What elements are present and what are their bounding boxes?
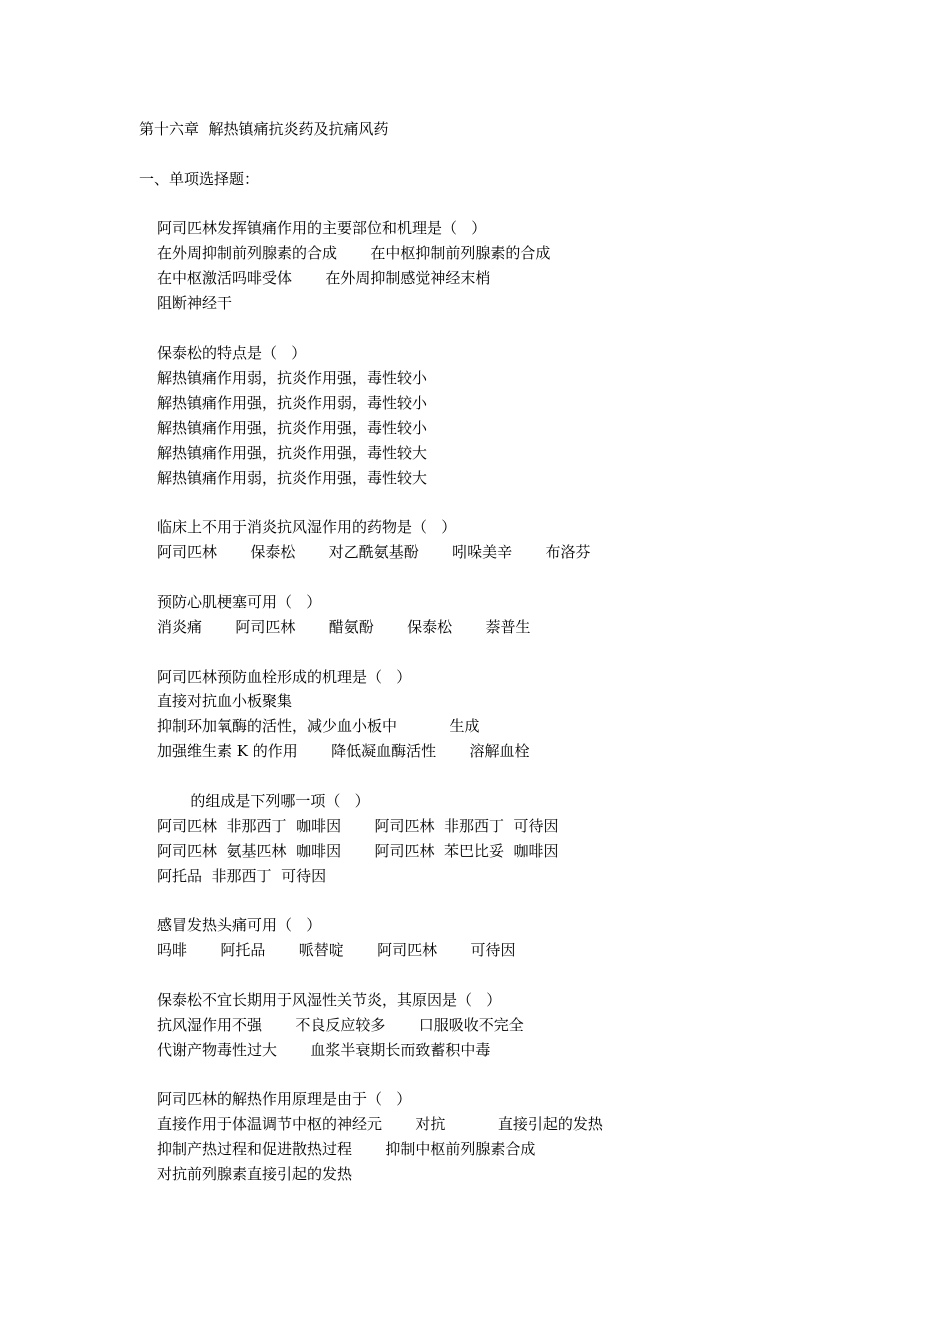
question-stem: 的组成是下列哪一项（ ） bbox=[157, 792, 370, 810]
option-line: 对抗前列腺素直接引起的发热 bbox=[157, 1165, 353, 1183]
option-line: 阿托品 非那西丁 可待因 bbox=[157, 867, 327, 885]
option-line: 在外周抑制前列腺素的合成 在中枢抑制前列腺素的合成 bbox=[157, 244, 551, 262]
option-line: 解热镇痛作用强，抗炎作用强，毒性较小 bbox=[157, 419, 428, 437]
question-stem: 阿司匹林的解热作用原理是由于（ ） bbox=[157, 1090, 412, 1108]
option-line: 直接作用于体温调节中枢的神经元 对抗 直接引起的发热 bbox=[157, 1115, 603, 1133]
option-line: 抗风湿作用不强 不良反应较多 口服吸收不完全 bbox=[157, 1016, 524, 1034]
question-stem: 保泰松不宜长期用于风湿性关节炎，其原因是（ ） bbox=[157, 991, 502, 1009]
option-line: 解热镇痛作用弱，抗炎作用强，毒性较大 bbox=[157, 469, 428, 487]
option-line: 吗啡 阿托品 哌替啶 阿司匹林 可待因 bbox=[157, 941, 516, 959]
option-line: 解热镇痛作用强，抗炎作用强，毒性较大 bbox=[157, 444, 428, 462]
option-line: 解热镇痛作用强，抗炎作用弱，毒性较小 bbox=[157, 394, 428, 412]
question-stem: 临床上不用于消炎抗风湿作用的药物是（ ） bbox=[157, 518, 457, 536]
chapter-title: 第十六章 解热镇痛抗炎药及抗痛风药 bbox=[139, 120, 389, 138]
option-line: 阿司匹林 氨基匹林 咖啡因 阿司匹林 苯巴比妥 咖啡因 bbox=[157, 842, 559, 860]
option-line: 阿司匹林 非那西丁 咖啡因 阿司匹林 非那西丁 可待因 bbox=[157, 817, 559, 835]
option-line: 解热镇痛作用弱，抗炎作用强，毒性较小 bbox=[157, 369, 428, 387]
question-stem: 阿司匹林发挥镇痛作用的主要部位和机理是（ ） bbox=[157, 219, 487, 237]
question-stem: 阿司匹林预防血栓形成的机理是（ ） bbox=[157, 668, 412, 686]
option-line: 消炎痛 阿司匹林 醋氨酚 保泰松 萘普生 bbox=[157, 618, 531, 636]
option-line: 代谢产物毒性过大 血浆半衰期长而致蓄积中毒 bbox=[157, 1041, 491, 1059]
option-line: 阻断神经干 bbox=[157, 294, 233, 312]
option-line: 抑制环加氧酶的活性，减少血小板中 生成 bbox=[157, 717, 480, 735]
option-line: 直接对抗血小板聚集 bbox=[157, 692, 293, 710]
option-line: 加强维生素 K 的作用 降低凝血酶活性 溶解血栓 bbox=[157, 742, 530, 760]
question-stem: 感冒发热头痛可用（ ） bbox=[157, 916, 322, 934]
option-line: 在中枢激活吗啡受体 在外周抑制感觉神经末梢 bbox=[157, 269, 491, 287]
option-line: 阿司匹林 保泰松 对乙酰氨基酚 吲哚美辛 布洛芬 bbox=[157, 543, 591, 561]
option-line: 抑制产热过程和促进散热过程 抑制中枢前列腺素合成 bbox=[157, 1140, 536, 1158]
section-title: 一、单项选择题： bbox=[139, 170, 260, 188]
question-stem: 预防心肌梗塞可用（ ） bbox=[157, 593, 322, 611]
question-stem: 保泰松的特点是（ ） bbox=[157, 344, 307, 362]
